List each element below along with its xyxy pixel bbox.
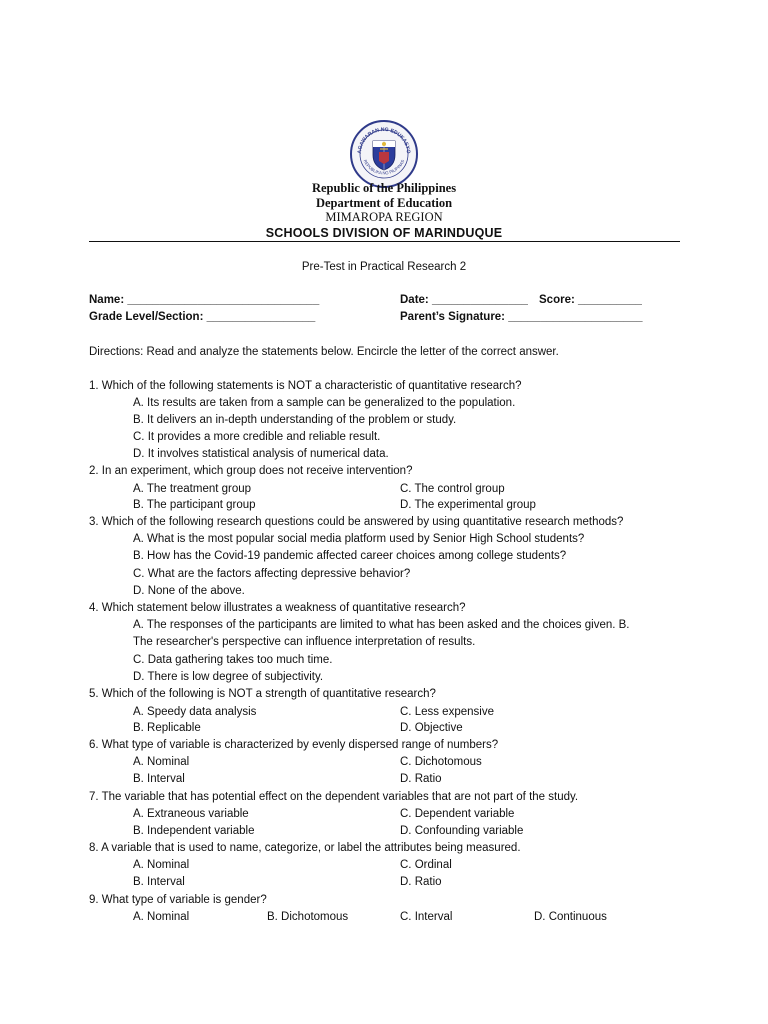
q4-option-b[interactable]: The researcher's perspective can influence interpretation of results.: [133, 636, 476, 648]
q9-option-a[interactable]: A. Nominal: [133, 911, 190, 923]
q8-option-c[interactable]: C. Ordinal: [400, 859, 452, 871]
directions: Directions: Read and analyze the statements below. Encircle the letter of the correct answer.: [89, 346, 559, 358]
q2-option-b[interactable]: B. The participant group: [133, 499, 256, 511]
q2-option-a[interactable]: A. The treatment group: [133, 483, 252, 495]
deped-seal-icon: [349, 119, 419, 189]
q7-option-b[interactable]: B. Independent variable: [133, 825, 255, 837]
division-name: SCHOOLS DIVISION OF MARINDUQUE: [265, 225, 503, 240]
q5-option-c[interactable]: C. Less expensive: [400, 706, 494, 718]
q8-option-d[interactable]: D. Ratio: [400, 876, 442, 888]
grade-section-field[interactable]: Grade Level/Section: _________________: [89, 311, 316, 323]
header-divider: [89, 241, 680, 242]
q7-option-a[interactable]: A. Extraneous variable: [133, 808, 249, 820]
question-8: 8. A variable that is used to name, categorize, or label the attributes being measured.: [89, 842, 521, 854]
q6-option-d[interactable]: D. Ratio: [400, 773, 442, 785]
q8-option-a[interactable]: A. Nominal: [133, 859, 190, 871]
q7-option-d[interactable]: D. Confounding variable: [400, 825, 524, 837]
q5-option-d[interactable]: D. Objective: [400, 722, 463, 734]
parent-signature-field[interactable]: Parent’s Signature: _____________________: [400, 311, 643, 323]
q3-option-a[interactable]: A. What is the most popular social media platform used by Senior High School students?: [133, 533, 585, 545]
question-3: 3. Which of the following research questions could be answered by using quantitative research methods?: [89, 516, 624, 528]
q1-option-d[interactable]: D. It involves statistical analysis of numerical data.: [133, 448, 389, 460]
question-9: 9. What type of variable is gender?: [89, 894, 267, 906]
q2-option-d[interactable]: D. The experimental group: [400, 499, 536, 511]
question-6: 6. What type of variable is characterized by evenly dispersed range of numbers?: [89, 739, 499, 751]
question-7: 7. The variable that has potential effect on the dependent variables that are not part of the study.: [89, 791, 579, 803]
q6-option-c[interactable]: C. Dichotomous: [400, 756, 482, 768]
q1-option-b[interactable]: B. It delivers an in-depth understanding of the problem or study.: [133, 414, 457, 426]
q8-option-b[interactable]: B. Interval: [133, 876, 185, 888]
question-5: 5. Which of the following is NOT a strength of quantitative research?: [89, 688, 436, 700]
department-name: Department of Education: [315, 195, 453, 210]
q2-option-c[interactable]: C. The control group: [400, 483, 505, 495]
score-field[interactable]: Score: __________: [539, 294, 642, 306]
question-1: 1. Which of the following statements is NOT a characteristic of quantitative research?: [89, 380, 522, 392]
q1-option-a[interactable]: A. Its results are taken from a sample can be generalized to the population.: [133, 397, 516, 409]
q4-option-c[interactable]: C. Data gathering takes too much time.: [133, 654, 333, 666]
q3-option-c[interactable]: C. What are the factors affecting depressive behavior?: [133, 568, 411, 580]
q5-option-b[interactable]: B. Replicable: [133, 722, 201, 734]
seal-top-text: AGAWARAN NG EDUKASYO: [356, 126, 412, 154]
q4-option-d[interactable]: D. There is low degree of subjectivity.: [133, 671, 324, 683]
country-name: Republic of the Philippines: [311, 181, 457, 195]
seal-bottom-text: REPUBLIKA NG PILIPINAS: [362, 158, 406, 176]
region-name: MIMAROPA REGION: [325, 210, 443, 224]
q6-option-b[interactable]: B. Interval: [133, 773, 185, 785]
q9-option-b[interactable]: B. Dichotomous: [267, 911, 349, 923]
question-2: 2. In an experiment, which group does not receive intervention?: [89, 465, 413, 477]
q5-option-a[interactable]: A. Speedy data analysis: [133, 706, 257, 718]
q4-option-a[interactable]: A. The responses of the participants are limited to what has been asked and the choices given. B.: [133, 619, 630, 631]
q3-option-d[interactable]: D. None of the above.: [133, 585, 245, 597]
q9-option-d[interactable]: D. Continuous: [534, 911, 607, 923]
question-4: 4. Which statement below illustrates a weakness of quantitative research?: [89, 602, 466, 614]
q1-option-c[interactable]: C. It provides a more credible and reliable result.: [133, 431, 381, 443]
letterhead: [0, 181, 768, 241]
q9-option-c[interactable]: C. Interval: [400, 911, 453, 923]
q7-option-c[interactable]: C. Dependent variable: [400, 808, 515, 820]
name-field[interactable]: Name: ______________________________: [89, 294, 320, 306]
date-field[interactable]: Date: _______________: [400, 294, 528, 306]
test-title: Pre-Test in Practical Research 2: [301, 261, 467, 273]
q6-option-a[interactable]: A. Nominal: [133, 756, 190, 768]
q3-option-b[interactable]: B. How has the Covid-19 pandemic affected career choices among college students?: [133, 550, 567, 562]
